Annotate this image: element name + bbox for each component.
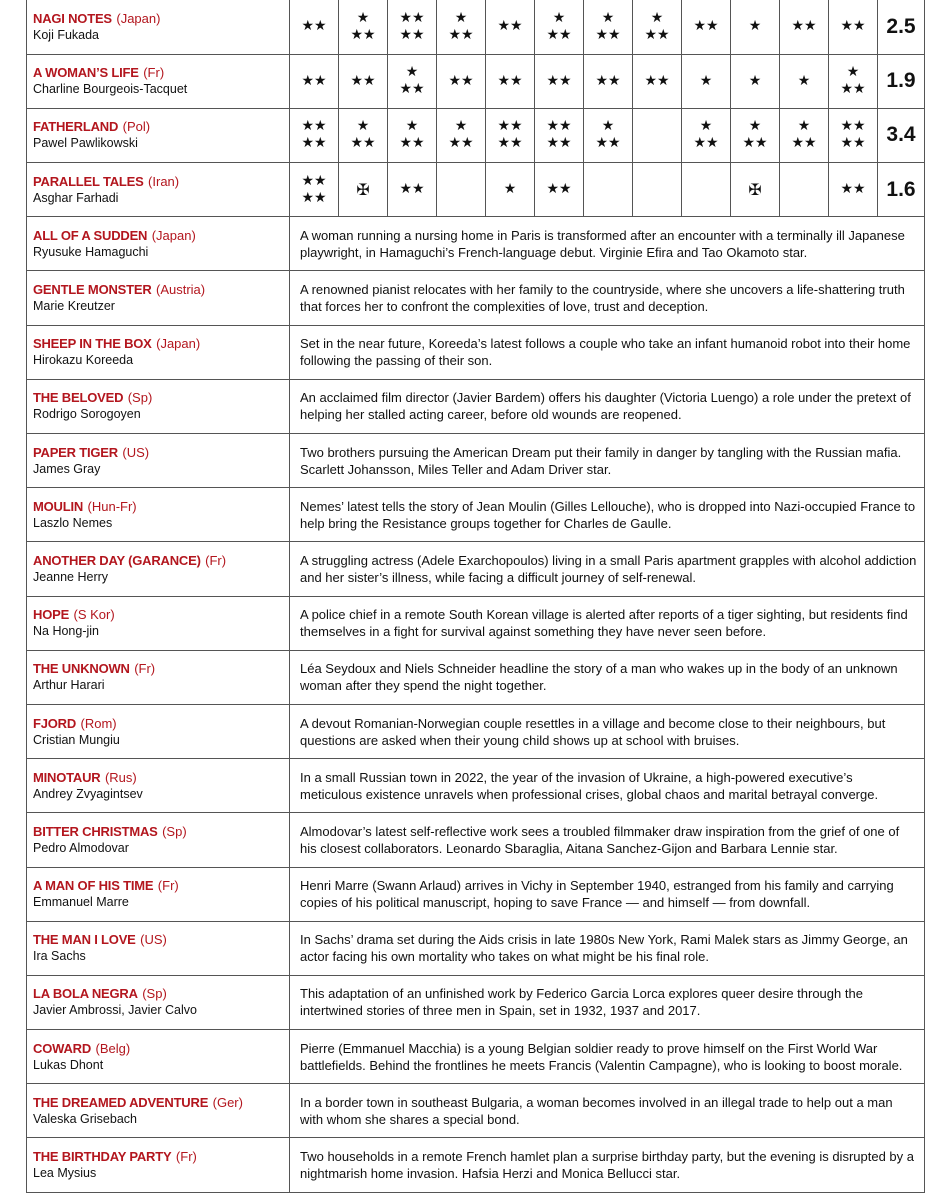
film-title: ANOTHER DAY (GARANCE): [33, 552, 201, 568]
film-title-cell: [27, 325, 290, 379]
synopsis-film-row: [27, 488, 925, 542]
critic-rating: [682, 108, 731, 162]
critic-rating: [339, 0, 388, 54]
film-title-cell: [27, 1084, 290, 1138]
synopsis-film-row: [27, 1138, 925, 1192]
rated-film-row: [27, 108, 925, 162]
film-director: Valeska Grisebach: [33, 1111, 137, 1126]
film-country: (Sp): [162, 823, 187, 839]
film-synopsis: Two households in a remote French hamlet plan a surprise birthday party, but the evening is disrupted by a nightmarish home invasion. Hafsia Herzi and Monica Bellucci star.: [290, 1138, 925, 1192]
film-country: (Fr): [143, 65, 165, 81]
film-title: BITTER CHRISTMAS: [33, 823, 158, 839]
star-rating-icon: ★: [454, 9, 468, 26]
critic-rating: [339, 163, 388, 217]
star-rating-icon: ★★: [840, 18, 866, 35]
critic-rating: [339, 54, 388, 108]
star-rating-icon: ★★: [791, 18, 817, 35]
film-title: THE UNKNOWN: [33, 661, 130, 677]
film-country: (Japan): [116, 10, 161, 26]
film-country: (Iran): [148, 173, 180, 189]
synopsis-film-row: [27, 1030, 925, 1084]
star-rating-icon: ★: [405, 64, 419, 81]
film-country: (Austria): [156, 282, 206, 298]
star-rating-icon: ★: [699, 72, 713, 89]
film-synopsis: Nemes’ latest tells the story of Jean Moulin (Gilles Lellouche), who is dropped into Nazi-occupied France to help bring the Resistance groups together for Charles de Gaulle.: [290, 488, 925, 542]
star-rating-icon: ★: [650, 9, 664, 26]
film-synopsis: Set in the near future, Koreeda’s latest follows a couple who take an infant humanoid robot into their home following the passing of their son.: [290, 325, 925, 379]
film-synopsis: A struggling actress (Adele Exarchopoulos) living in a small Paris apartment grapples with alcohol addiction and her sister’s illness, while facing a difficult journey of self-renewal.: [290, 542, 925, 596]
film-title: THE BIRTHDAY PARTY: [33, 1149, 172, 1165]
critic-rating: [731, 163, 780, 217]
film-title: A WOMAN’S LIFE: [33, 65, 139, 81]
film-director: Pawel Pawlikowski: [33, 136, 138, 151]
film-title: LA BOLA NEGRA: [33, 986, 138, 1002]
average-score: 3.4: [878, 108, 925, 162]
film-title-cell: [27, 759, 290, 813]
star-rating-icon: ★★: [399, 181, 425, 198]
average-score: 1.6: [878, 163, 925, 217]
film-synopsis: A renowned pianist relocates with her family to the countryside, where she uncovers a life-shattering truth that forces her to confront the complexities of love, trust and deception.: [290, 271, 925, 325]
film-country: (Sp): [142, 986, 167, 1002]
critic-rating: [339, 108, 388, 162]
critic-rating: [290, 108, 339, 162]
synopsis-film-row: [27, 975, 925, 1029]
film-synopsis: In a small Russian town in 2022, the year of the invasion of Ukraine, a high-powered executive’s meticulous existence unravels when professional crises, global chaos and marital betrayal converge.: [290, 759, 925, 813]
star-rating-icon: ★★: [448, 135, 474, 152]
critic-rating: [682, 0, 731, 54]
star-rating-icon: ★: [797, 72, 811, 89]
film-title-cell: [27, 54, 290, 108]
film-title: THE MAN I LOVE: [33, 932, 136, 948]
film-synopsis: Pierre (Emmanuel Macchia) is a young Belgian soldier ready to prove himself on the First World War battlefields. Behind the frontlines he meets Francis (Valentin Campagne), who is looking to boost morale.: [290, 1030, 925, 1084]
film-country: (Belg): [95, 1040, 131, 1056]
critic-rating: [437, 0, 486, 54]
critic-rating: [829, 0, 878, 54]
film-director: Andrey Zvyagintsev: [33, 786, 143, 801]
star-rating-icon: ★★: [693, 135, 719, 152]
star-rating-icon: ★★: [350, 135, 376, 152]
film-director: Marie Kreutzer: [33, 299, 115, 314]
star-rating-icon: ★★: [546, 118, 572, 135]
star-rating-icon: ★: [356, 9, 370, 26]
star-rating-icon: ★: [748, 118, 762, 135]
film-director: Cristian Mungiu: [33, 732, 120, 747]
critic-rating: [682, 54, 731, 108]
star-rating-icon: ★★: [595, 72, 621, 89]
star-rating-icon: ★★: [301, 72, 327, 89]
star-rating-icon: ★★: [448, 72, 474, 89]
critic-rating: [584, 163, 633, 217]
synopsis-film-row: [27, 271, 925, 325]
film-title: GENTLE MONSTER: [33, 282, 152, 298]
star-rating-icon: ★★: [595, 26, 621, 43]
film-synopsis: A woman running a nursing home in Paris is transformed after an encounter with a terminally ill Japanese playwright, in Hamaguchi’s French-language debut. Virginie Efira and Tao Okamoto star.: [290, 217, 925, 271]
film-synopsis: Two brothers pursuing the American Dream put their family in danger by tangling with the Russian mafia. Scarlett Johansson, Miles Teller and Adam Driver star.: [290, 434, 925, 488]
critic-rating: [829, 163, 878, 217]
star-rating-icon: ★★: [546, 26, 572, 43]
film-country: (US): [122, 444, 150, 460]
star-rating-icon: ★★: [399, 26, 425, 43]
star-rating-icon: ★: [699, 118, 713, 135]
star-rating-icon: ★★: [497, 18, 523, 35]
films-grid: [26, 0, 925, 1193]
critic-rating: [535, 54, 584, 108]
critic-rating: [633, 0, 682, 54]
star-rating-icon: ★★: [595, 135, 621, 152]
synopsis-film-row: [27, 379, 925, 433]
star-rating-icon: ★★: [301, 172, 327, 189]
star-rating-icon: ★★: [301, 18, 327, 35]
star-rating-icon: ★★: [301, 189, 327, 206]
film-country: (Sp): [127, 390, 153, 406]
film-title-cell: [27, 867, 290, 921]
critic-rating: [780, 54, 829, 108]
star-rating-icon: ★★: [644, 26, 670, 43]
synopsis-film-row: [27, 596, 925, 650]
critic-rating: [388, 0, 437, 54]
film-director: Rodrigo Sorogoyen: [33, 407, 141, 422]
film-synopsis: An acclaimed film director (Javier Bardem) offers his daughter (Victoria Luengo) a role under the pretext of helping her stalled acting career, before old wounds are reopened.: [290, 379, 925, 433]
critic-rating: [535, 0, 584, 54]
film-country: (Fr): [205, 552, 227, 568]
critic-rating: [584, 108, 633, 162]
star-rating-icon: ★★: [693, 18, 719, 35]
synopsis-film-row: [27, 542, 925, 596]
synopsis-film-row: [27, 1084, 925, 1138]
film-title: MINOTAUR: [33, 769, 101, 785]
star-rating-icon: ★★: [301, 118, 327, 135]
synopsis-film-row: [27, 704, 925, 758]
film-title-cell: [27, 488, 290, 542]
film-director: Arthur Harari: [33, 678, 105, 693]
critic-rating: [388, 108, 437, 162]
film-title-cell: [27, 1030, 290, 1084]
film-country: (Fr): [175, 1149, 197, 1165]
film-title: FJORD: [33, 715, 77, 731]
film-title-cell: [27, 163, 290, 217]
film-country: (Fr): [157, 878, 179, 894]
film-title-cell: [27, 704, 290, 758]
film-title: HOPE: [33, 607, 70, 623]
star-rating-icon: ★★: [497, 135, 523, 152]
film-title-cell: [27, 1138, 290, 1192]
critic-rating: [731, 54, 780, 108]
critic-rating: [829, 108, 878, 162]
film-director: Javier Ambrossi, Javier Calvo: [33, 1003, 197, 1018]
film-title-cell: [27, 379, 290, 433]
film-title: THE BELOVED: [33, 390, 124, 406]
star-rating-icon: ★★: [840, 135, 866, 152]
star-rating-icon: ★: [552, 9, 566, 26]
film-title: PARALLEL TALES: [33, 173, 144, 189]
film-synopsis: Almodovar’s latest self-reflective work sees a troubled filmmaker draw inspiration from the grief of one of his closest collaborators. Leonardo Sbaraglia, Aitana Sanchez-Gijon and Barbara Lennie star.: [290, 813, 925, 867]
film-director: Na Hong-jin: [33, 624, 100, 639]
film-title-cell: [27, 108, 290, 162]
film-title-cell: [27, 271, 290, 325]
critic-rating: [584, 54, 633, 108]
rated-film-row: [27, 0, 925, 54]
critic-rating: [437, 54, 486, 108]
film-country: (Fr): [134, 661, 156, 677]
star-rating-icon: ★★: [840, 181, 866, 198]
critic-rating: [682, 163, 731, 217]
film-country: (Hun-Fr): [87, 498, 137, 514]
film-synopsis: In a border town in southeast Bulgaria, a woman becomes involved in an illegal trade to help out a man with whom she shares a special bond.: [290, 1084, 925, 1138]
film-director: Hirokazu Koreeda: [33, 353, 134, 368]
film-title: PAPER TIGER: [33, 444, 118, 460]
film-country: (S Kor): [73, 607, 115, 623]
film-title-cell: [27, 217, 290, 271]
critic-rating: [584, 0, 633, 54]
film-title-cell: [27, 975, 290, 1029]
critic-rating: [437, 108, 486, 162]
star-rating-icon: ★★: [497, 72, 523, 89]
critic-rating: [633, 163, 682, 217]
film-director: Asghar Farhadi: [33, 190, 119, 205]
synopsis-film-row: [27, 217, 925, 271]
film-synopsis: A devout Romanian-Norwegian couple resettles in a village and become close to their neighbours, but questions are asked when their young child shows up at school with bruises.: [290, 704, 925, 758]
films-grid-body: [27, 0, 925, 1192]
average-score: 2.5: [878, 0, 925, 54]
film-title: MOULIN: [33, 498, 84, 514]
synopsis-film-row: [27, 650, 925, 704]
average-score: 1.9: [878, 54, 925, 108]
film-country: (Pol): [122, 119, 151, 135]
film-director: Pedro Almodovar: [33, 840, 129, 855]
star-rating-icon: ★: [356, 118, 370, 135]
star-rating-icon: ★★: [546, 72, 572, 89]
star-rating-icon: ★★: [301, 135, 327, 152]
film-title-cell: [27, 813, 290, 867]
film-director: Laszlo Nemes: [33, 515, 113, 530]
star-rating-icon: ★★: [350, 26, 376, 43]
film-title: NAGI NOTES: [33, 10, 112, 26]
critic-rating: [486, 54, 535, 108]
film-title-cell: [27, 542, 290, 596]
film-director: Ryusuke Hamaguchi: [33, 244, 149, 259]
film-director: Charline Bourgeois-Tacquet: [33, 82, 188, 97]
star-rating-icon: ★★: [399, 135, 425, 152]
star-rating-icon: ★★: [742, 135, 768, 152]
star-rating-icon: ★★: [399, 9, 425, 26]
cross-rating-icon: ✠: [356, 180, 370, 200]
film-title: FATHERLAND: [33, 119, 119, 135]
film-director: Ira Sachs: [33, 949, 86, 964]
film-director: Lukas Dhont: [33, 1057, 104, 1072]
film-title: A MAN OF HIS TIME: [33, 878, 154, 894]
film-title-cell: [27, 434, 290, 488]
critic-rating: [731, 108, 780, 162]
film-title-cell: [27, 0, 290, 54]
star-rating-icon: ★★: [840, 81, 866, 98]
star-rating-icon: ★: [797, 118, 811, 135]
film-country: (Ger): [212, 1094, 243, 1110]
critic-rating: [290, 0, 339, 54]
synopsis-film-row: [27, 434, 925, 488]
film-country: (US): [140, 932, 167, 948]
critic-rating: [633, 108, 682, 162]
film-title-cell: [27, 921, 290, 975]
critic-rating: [535, 108, 584, 162]
star-rating-icon: ★★: [546, 135, 572, 152]
film-country: (Japan): [156, 336, 201, 352]
film-country: (Japan): [151, 227, 196, 243]
critic-rating: [486, 0, 535, 54]
film-title-cell: [27, 596, 290, 650]
critic-rating: [437, 163, 486, 217]
synopsis-film-row: [27, 921, 925, 975]
synopsis-film-row: [27, 813, 925, 867]
film-synopsis: Henri Marre (Swann Arlaud) arrives in Vichy in September 1940, estranged from his family and carrying copies of his political manuscript, hoping to save France — and himself — from downfall.: [290, 867, 925, 921]
star-rating-icon: ★: [846, 64, 860, 81]
critic-rating: [486, 108, 535, 162]
rated-film-row: [27, 163, 925, 217]
film-director: Jeanne Herry: [33, 569, 109, 584]
star-rating-icon: ★★: [791, 135, 817, 152]
critic-rating: [731, 0, 780, 54]
film-title-cell: [27, 650, 290, 704]
film-title: THE DREAMED ADVENTURE: [33, 1094, 209, 1110]
critic-rating: [486, 163, 535, 217]
synopsis-film-row: [27, 867, 925, 921]
cross-rating-icon: ✠: [748, 180, 762, 200]
critic-rating: [633, 54, 682, 108]
star-rating-icon: ★★: [350, 72, 376, 89]
star-rating-icon: ★: [405, 118, 419, 135]
star-rating-icon: ★: [503, 181, 517, 198]
film-country: (Rom): [80, 715, 117, 731]
rated-film-row: [27, 54, 925, 108]
film-director: James Gray: [33, 461, 101, 476]
star-rating-icon: ★: [748, 72, 762, 89]
critic-rating: [388, 54, 437, 108]
film-synopsis: In Sachs’ drama set during the Aids crisis in late 1980s New York, Rami Malek stars as Jimmy George, an actor facing his own mortality who takes on what might be his final role.: [290, 921, 925, 975]
synopsis-film-row: [27, 325, 925, 379]
critic-rating: [290, 54, 339, 108]
film-director: Lea Mysius: [33, 1166, 97, 1181]
film-title: ALL OF A SUDDEN: [33, 227, 148, 243]
star-rating-icon: ★★: [644, 72, 670, 89]
star-rating-icon: ★: [454, 118, 468, 135]
star-rating-icon: ★★: [448, 26, 474, 43]
film-director: Emmanuel Marre: [33, 895, 129, 910]
film-title: COWARD: [33, 1040, 92, 1056]
star-rating-icon: ★★: [497, 118, 523, 135]
star-rating-icon: ★: [748, 18, 762, 35]
film-synopsis: This adaptation of an unfinished work by Federico Garcia Lorca explores queer desire through the intertwined stories of three men in Spain, set in 1932, 1937 and 2017.: [290, 975, 925, 1029]
critic-rating: [829, 54, 878, 108]
star-rating-icon: ★: [601, 118, 615, 135]
critic-rating: [290, 163, 339, 217]
critic-rating: [388, 163, 437, 217]
star-rating-icon: ★★: [399, 81, 425, 98]
film-synopsis: A police chief in a remote South Korean village is alerted after reports of a tiger sighting, but residents find themselves in a fight for survival against something they have never seen before.: [290, 596, 925, 650]
critic-rating: [780, 163, 829, 217]
film-synopsis: Léa Seydoux and Niels Schneider headline the story of a man who wakes up in the body of an unknown woman after they spend the night together.: [290, 650, 925, 704]
critic-rating: [535, 163, 584, 217]
film-director: Koji Fukada: [33, 27, 100, 42]
star-rating-icon: ★★: [546, 181, 572, 198]
star-rating-icon: ★: [601, 9, 615, 26]
synopsis-film-row: [27, 759, 925, 813]
film-country: (Rus): [104, 769, 137, 785]
film-title: SHEEP IN THE BOX: [33, 336, 152, 352]
critic-rating: [780, 108, 829, 162]
star-rating-icon: ★★: [840, 118, 866, 135]
critic-rating: [780, 0, 829, 54]
